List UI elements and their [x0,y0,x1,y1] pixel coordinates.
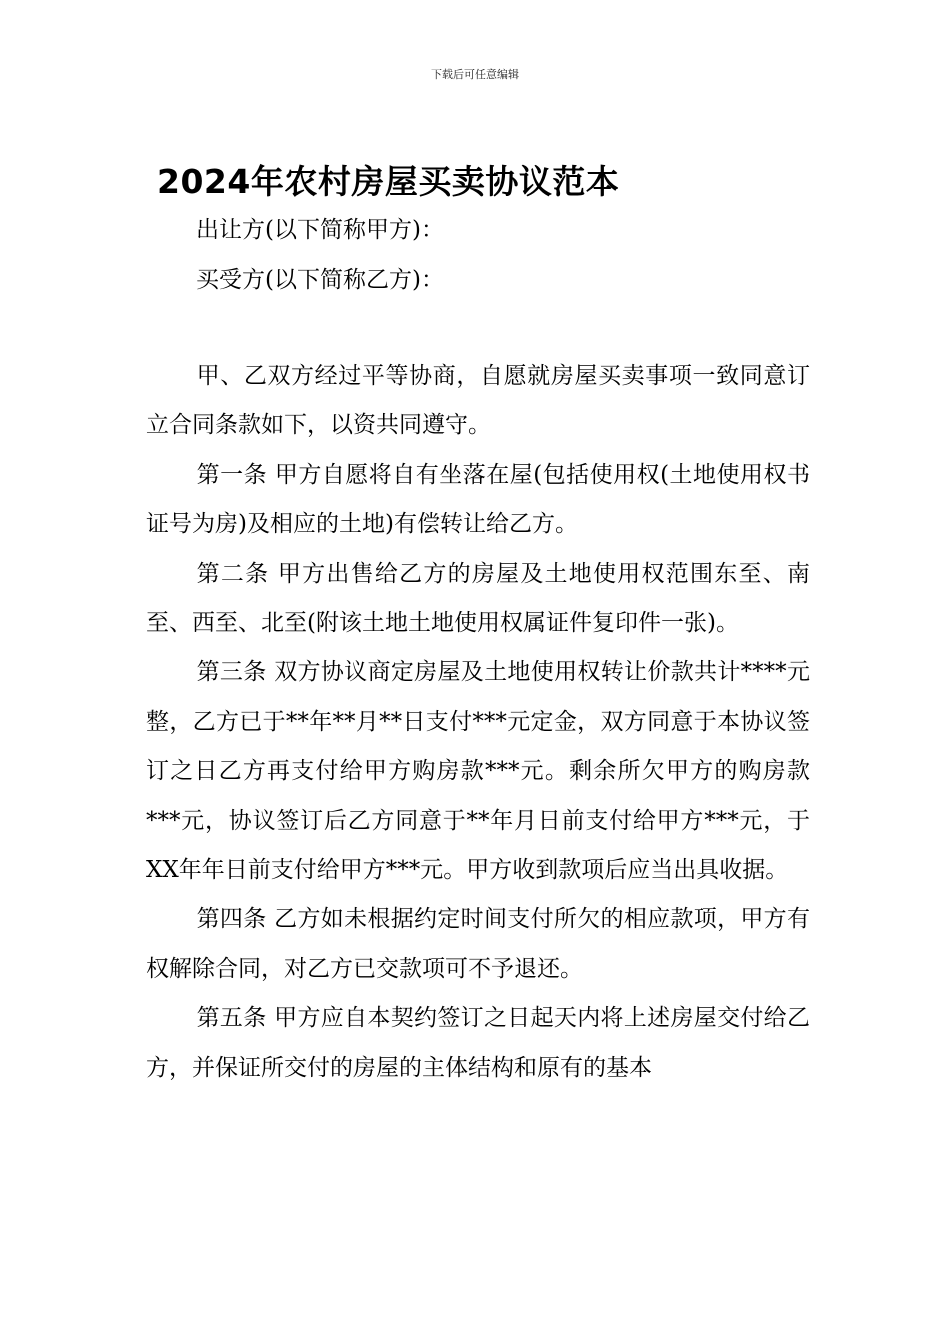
party-a-line: 出让方(以下简称甲方)： [196,217,444,243]
party-b-line: 买受方(以下简称乙方)： [196,267,444,293]
paragraph-article-1: 第一条 甲方自愿将自有坐落在屋(包括使用权(土地使用权书证号为房)及相应的土地)有偿转让给乙方。 [146,461,810,538]
document-body [146,352,810,1093]
paragraph-article-3: 第三条 双方协议商定房屋及土地使用权转让价款共计****元整，乙方已于**年**月**日支付***元定金，双方同意于本协议签订之日乙方再支付给甲方购房款***元。剩余所欠甲方的购房款***元，协议签订后乙方同意于**年月日前支付给甲方***元，于XX年年日前支付给甲方***元。甲方收到款项后应当出具收据。 [146,659,810,884]
paragraph-article-2: 第二条 甲方出售给乙方的房屋及土地使用权范围东至、南至、西至、北至(附该土地土地使用权属证件复印件一张)。 [146,560,810,637]
paragraph-preamble: 甲、乙双方经过平等协商，自愿就房屋买卖事项一致同意订立合同条款如下，以资共同遵守。 [146,363,810,439]
paragraph-article-4: 第四条 乙方如未根据约定时间支付所欠的相应款项，甲方有权解除合同，对乙方已交款项可不予退还。 [146,906,810,982]
paragraph-article-5: 第五条 甲方应自本契约签订之日起天内将上述房屋交付给乙方，并保证所交付的房屋的主体结构和原有的基本 [146,1005,810,1081]
document-title: 2024年农村房屋买卖协议范本 [157,162,620,201]
page-header-note: 下载后可任意编辑 [431,68,519,81]
